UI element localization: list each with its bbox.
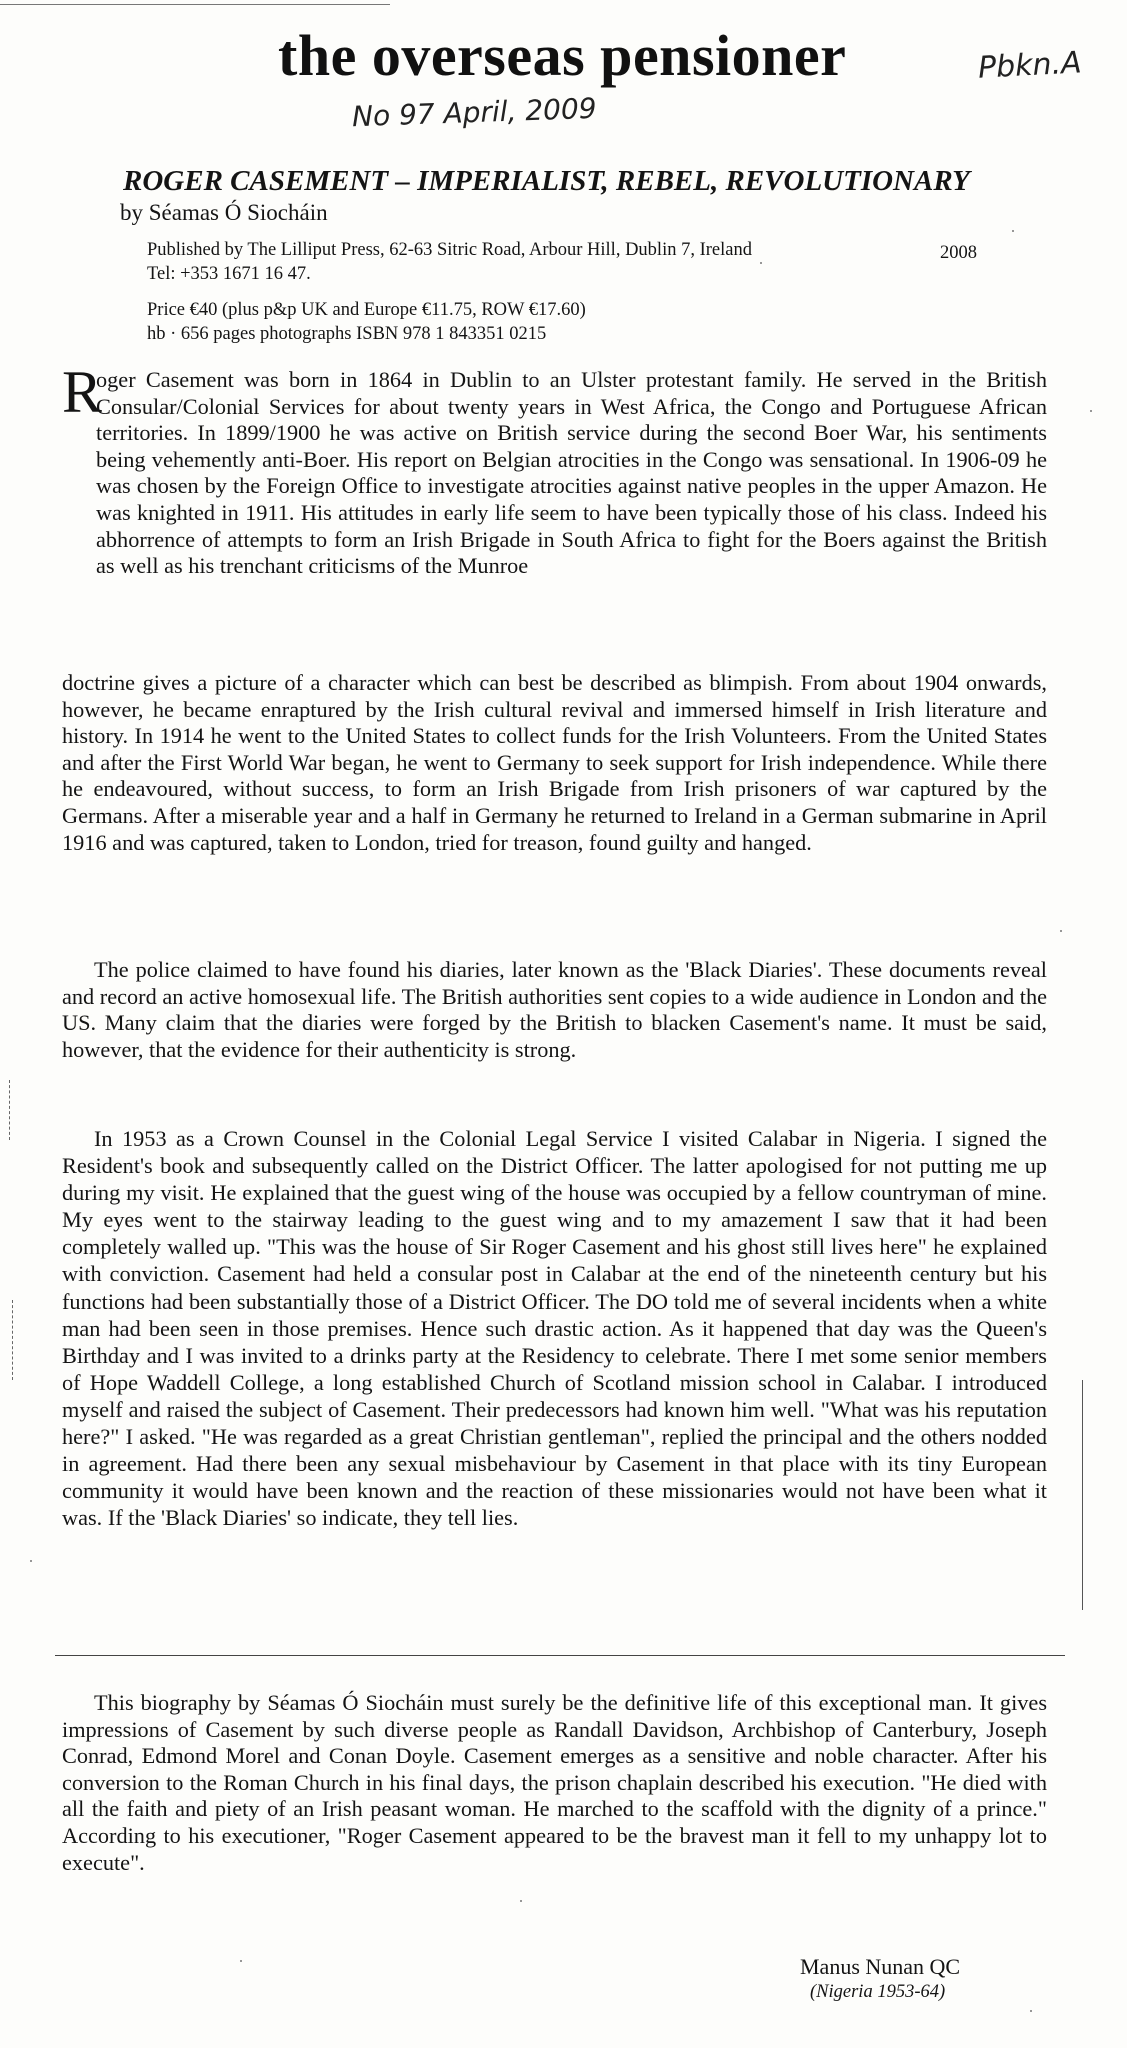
- paragraph-1: [62, 359, 1047, 580]
- paragraph-1-text: oger Casement was born in 1864 in Dublin to an Ulster protestant family. He served in the British Consular/Colonial Services for about twenty years in West Africa, the Congo and Portuguese African territories. In 1899/1900 he was active on British service during the second Boer War, his sentiments being vehemently anti-Boer. His report on Belgian atrocities in the Congo was sensational. In 1906-09 he was chosen by the Foreign Office to investigate atrocities against native peoples in the upper Amazon. He was knighted in 1911. His attitudes in early life seem to have been typically those of his class. Indeed his abhorrence of attempts to form an Irish Brigade in South Africa to fight for the Boers against the British as well as his trenchant criticisms of the Munroe: [96, 367, 1047, 579]
- handwritten-issue-note: No 97 April, 2009: [351, 91, 598, 134]
- paragraph-5: This biography by Séamas Ó Siocháin must surely be the definitive life of this exceptional man. It gives impressions of Casement by such diverse people as Randall Davidson, Archbishop of Canterbury, Joseph Conrad, Edmond Morel and Conan Doyle. Casement emerges as a sensitive and noble character. After his conversion to the Roman Church in his final days, the prison chaplain described his execution. "He died with all the faith and piety of an Irish peasant woman. He marched to the scaffold with the dignity of a prince." According to his executioner, "Roger Casement appeared to be the bravest man it fell to my unhappy lot to execute".: [62, 1690, 1047, 1875]
- margin-mark: [9, 1080, 10, 1140]
- margin-mark: [12, 1300, 13, 1380]
- author-note: (Nigeria 1953-64): [810, 1982, 946, 2002]
- margin-scribble: Pbkn.A: [977, 45, 1083, 86]
- review-title: ROGER CASEMENT – IMPERIALIST, REBEL, REVOLUTIONARY: [123, 165, 970, 197]
- author-signature: Manus Nunan QC: [800, 1954, 961, 1979]
- drop-cap: R: [62, 359, 103, 425]
- top-edge-line: [0, 4, 390, 5]
- scan-speck: [1090, 410, 1092, 412]
- paragraph-2: doctrine gives a picture of a character which can best be described as blimpish. From about 1904 onwards, however, he became enraptured by the Irish cultural revival and immersed himself in Irish literature and history. In 1914 he went to the United States to collect funds for the Irish Volunteers. From the United States and after the First World War began, he went to Germany to seek support for Irish independence. While there he endeavoured, without success, to form an Irish Brigade from Irish prisoners of war captured by the Germans. After a miserable year and a half in Germany he returned to Ireland in a German submarine in April 1916 and was captured, taken to London, tried for treason, found guilty and hanged.: [62, 670, 1047, 855]
- scan-speck: [1060, 930, 1062, 932]
- scan-rule-line: [55, 1655, 1065, 1656]
- scan-speck: [520, 1900, 522, 1902]
- scan-speck: [1012, 230, 1014, 232]
- price-line: Price €40 (plus p&p UK and Europe €11.75, ROW €17.60): [147, 300, 586, 320]
- paragraph-4: In 1953 as a Crown Counsel in the Colonial Legal Service I visited Calabar in Nigeria. I signed the Resident's book and subsequently called on the District Officer. The latter apologised for not putting me up during my visit. He explained that the guest wing of the house was occupied by a fellow countryman of mine. My eyes went to the stairway leading to the guest wing and to my amazement I saw that it had been completely walled up. "This was the house of Sir Roger Casement and his ghost still lives here" he explained with conviction. Casement had held a consular post in Calabar at the end of the nineteenth century but his functions had been substantially those of a District Officer. The DO told me of several incidents when a white man had been seen in those premises. Hence such drastic action. As it happened that day was the Queen's Birthday and I was invited to a drinks party at the Residency to celebrate. There I met some senior members of Hope Waddell College, a long established Church of Scotland mission school in Calabar. I introduced myself and raised the subject of Casement. Their predecessors had known him well. "What was his reputation here?" I asked. "He was regarded as a great Christian gentleman", replied the principal and the others nodded in agreement. Had there been any sexual misbehaviour by Casement in that place with its tiny European community it would have been known and the reaction of these missionaries would not have been what it was. If the 'Black Diaries' so indicate, they tell lies.: [62, 1126, 1047, 1531]
- paragraph-3: The police claimed to have found his diaries, later known as the 'Black Diaries'. These documents reveal and record an active homosexual life. The British authorities sent copies to a wide audience in London and the US. Many claim that the diaries were forged by the British to blacken Casement's name. It must be said, however, that the evidence for their authenticity is strong.: [62, 957, 1047, 1062]
- publisher-line: Published by The Lilliput Press, 62-63 Sitric Road, Arbour Hill, Dublin 7, Ireland: [147, 240, 752, 260]
- scan-speck: [1030, 2010, 1032, 2012]
- format-line: hb · 656 pages photographs ISBN 978 1 843351 0215: [147, 324, 547, 344]
- scan-speck: [240, 1960, 242, 1962]
- publication-year: 2008: [940, 243, 977, 263]
- publisher-telephone: Tel: +353 1671 16 47.: [147, 264, 311, 284]
- masthead: the overseas pensioner: [278, 23, 847, 88]
- byline: by Séamas Ó Siocháin: [120, 200, 328, 225]
- scan-speck: [30, 1560, 32, 1562]
- scan-speck: [760, 262, 762, 264]
- margin-mark: [1082, 1380, 1083, 1610]
